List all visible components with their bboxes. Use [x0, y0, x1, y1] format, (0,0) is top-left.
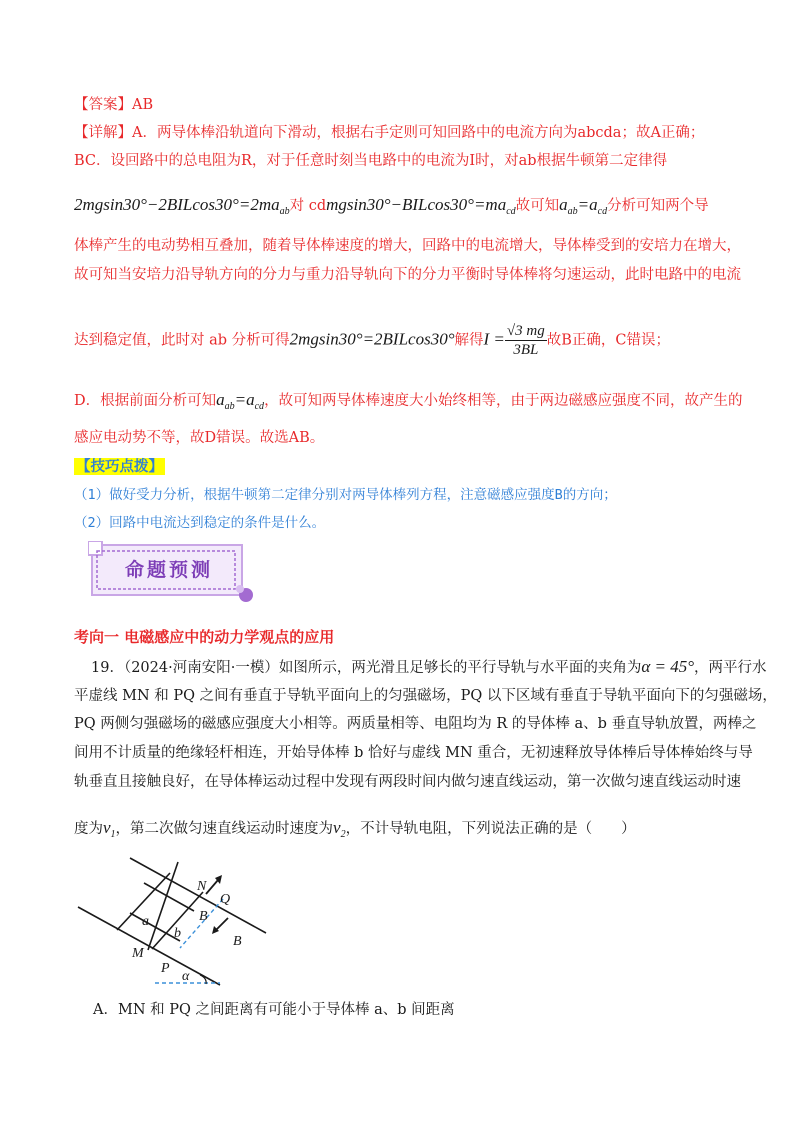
- detail-line-1: [74, 123, 704, 143]
- velocity-v2: $v_2$: [333, 818, 346, 840]
- question-line-4: 间用不计质量的绝缘轻杆相连，开始导体棒 b 恰好与虚线 MN 重合，无初速释放导体棒后导体棒始终与导: [74, 745, 753, 761]
- upper-rail: [130, 858, 266, 933]
- equation-ab: $2mgsin30^\circ-2BILcos30^\circ=2ma_{ab}$: [74, 195, 290, 217]
- detail-line-4: 体棒产生的电动势相互叠加，随着导体棒速度的增大，回路中的电流增大，导体棒受到的安培力在增大，: [74, 238, 741, 254]
- detail-line-5: 故可知当安培力沿导轨方向的分力与重力沿导轨向下的分力平衡时导体棒将匀速运动，此时电路中的电流: [74, 267, 741, 283]
- question-line-2: 平虚线 MN 和 PQ 之间有垂直于导轨平面向上的匀强磁场，PQ 以下区域有垂直于导轨平面向下的匀强磁场，: [74, 688, 777, 704]
- detail-text-1: A．两导体棒沿轨道向下滑动，根据右手定则可知回路中的电流方向为abcda；故A正确；: [132, 125, 705, 141]
- label-Q: Q: [220, 892, 231, 907]
- detail-tag: 【详解】: [74, 125, 132, 141]
- label-a: a: [142, 914, 149, 929]
- rail-diagram: [70, 850, 280, 990]
- equation-cd: $mgsin30^\circ-BILcos30^\circ=ma_{cd}$: [326, 195, 516, 217]
- detail-line-6: 达到稳定值，此时对 ab 分析可得2mgsin30°=2BILcos30°解得I = $\frac{√3 mg}{3BL}$ 故B正确，C错误；: [74, 323, 670, 358]
- accel-equality: $a_{ab}=a_{cd}$: [559, 195, 608, 217]
- accel-equality-2: $a_{ab}=a_{cd}$: [216, 390, 265, 412]
- label-b: b: [174, 926, 181, 941]
- label-B-down: B: [233, 934, 242, 949]
- label-N: N: [197, 879, 207, 894]
- tip-item-1: （1）做好受力分析，根据牛顿第二定律分别对两导体棒列方程，注意磁感应强度B的方向；: [74, 487, 617, 503]
- answer-tag: 【答案】: [74, 97, 132, 113]
- section-title: 考向一 电磁感应中的动力学观点的应用: [74, 628, 335, 646]
- tip-item-2: （2）回路中电流达到稳定的条件是什么。: [74, 515, 326, 531]
- answer-value: AB: [132, 97, 154, 113]
- detail-line-7: D．根据前面分析可知$a_{ab}=a_{cd}$，故可知两导体棒速度大小始终相等，由于两边磁感应强度不同，故产生的: [74, 390, 743, 412]
- question-line-1: 19．（2024·河南安阳·一模）如图所示，两光滑且足够长的平行导轨与水平面的夹角为α = 45°，两平行水: [91, 657, 767, 676]
- steady-equation: 2mgsin30°=2BILcos30°: [289, 329, 455, 349]
- banner-title: 命题预测: [124, 559, 213, 581]
- current-symbol: I =: [483, 329, 505, 349]
- prediction-banner: [88, 541, 258, 603]
- detail-line-2: BC．设回路中的总电阻为R，对于任意时刻当电路中的电流为I时，对ab根据牛顿第二定律得: [74, 153, 668, 169]
- field-arrow-down: [216, 918, 228, 930]
- question-line-3: PQ 两侧匀强磁场的磁感应强度大小相等。两质量相等、电阻均为 R 的导体棒 a、b 垂直导轨放置，两棒之: [74, 716, 757, 732]
- label-P: P: [161, 961, 170, 976]
- current-fraction: $\frac{√3 mg}{3BL}$: [506, 323, 545, 358]
- question-line-6: 度为$v_1$，第二次做匀速直线运动时速度为$v_2$，不计导轨电阻，下列说法正确的是（ ）: [74, 818, 636, 840]
- equation-cd-label: 对 cd: [289, 198, 327, 214]
- tip-heading: [74, 457, 165, 477]
- tip-tag: 【技巧点拨】: [76, 458, 163, 475]
- option-a[interactable]: A．MN 和 PQ 之间距离有可能小于导体棒 a、b 间距离: [93, 1002, 455, 1018]
- label-B-up: B: [199, 909, 208, 924]
- detail-line-8: 感应电动势不等，故D错误。故选AB。: [74, 430, 325, 446]
- velocity-v1: $v_1$: [103, 818, 116, 840]
- answer-line: [74, 95, 153, 115]
- label-alpha: α: [182, 969, 190, 984]
- detail-equation-line: $2mgsin30^\circ-2BILcos30^\circ=2ma_{ab}$对 $cdmgsin30^\circ-BILcos30^\circ=ma_{cd}$故可知$a_{ab}=a_{cd}$分析可知两个导: [74, 195, 709, 217]
- angle-value: α = 45°: [641, 657, 695, 676]
- label-M: M: [132, 946, 144, 961]
- question-line-5: 轨垂直且接触良好，在导体棒运动过程中发现有两段时间内做匀速直线运动，第一次做匀速直线运动时速: [74, 774, 741, 790]
- field-arrow-up: [206, 880, 218, 894]
